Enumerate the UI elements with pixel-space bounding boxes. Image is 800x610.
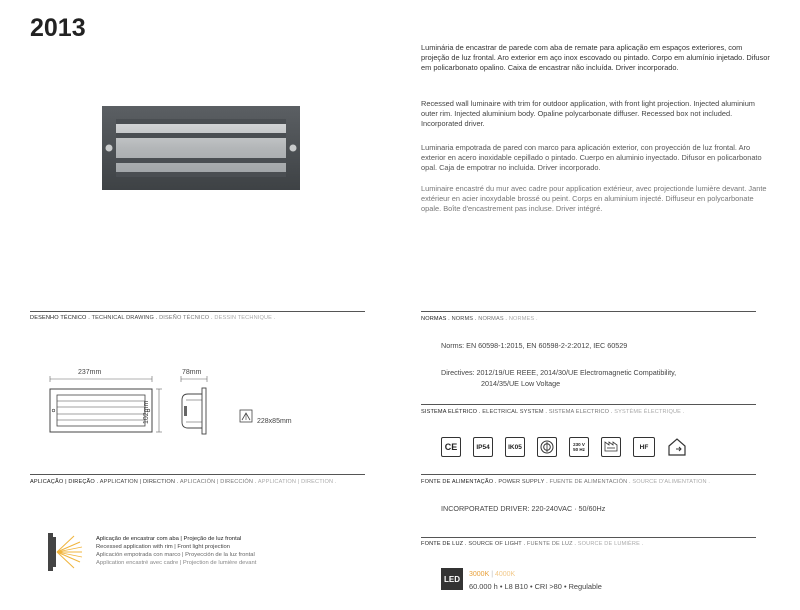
application-line-es: Aplicación empotrada con marco | Proyección de la luz frontal (96, 552, 255, 558)
description-es: Luminaria empotrada de pared con marco para aplicación exterior, con proyección de luz frontal. Aro exterior en acero inoxidable cepillado o pintado. Cuerpo en aluminio inyectado. Difusor en policarbonato opal. Caja de empotrar no incluida. Driver incorporado. (421, 143, 762, 173)
divider (421, 311, 756, 312)
dimension-depth: 78mm (182, 369, 202, 376)
divider (421, 537, 756, 538)
dimension-cutout: 228x85mm (257, 418, 292, 425)
description-en: Recessed wall luminaire with trim for outdoor application, with front light projection. Injected aluminium outer rim. Injected aluminium body. Opaline polycarbonate diffuser. Recessed box not included. Incorporated driver. (421, 99, 755, 129)
norms-directives: Directives: 2012/19/UE REEE, 2014/30/UE Electromagnetic Compatibility, (441, 368, 677, 377)
section-power-supply: FONTE DE ALIMENTAÇÃO . POWER SUPPLY . FUENTE DE ALIMENTACIÓN . SOURCE D'ALIMENTATION . (421, 479, 711, 485)
dimension-width: 237mm (78, 369, 102, 376)
application-icon (48, 533, 84, 571)
section-application: APLICAÇÃO | DIREÇÃO . APPLICATION | DIRECTION . APLICACIÓN | DIRECCIÓN . APPLICATION | DIRECTION . (30, 479, 337, 485)
description-fr: Luminaire encastré du mur avec cadre pour application extérieur, avec projectionde lumière devant. Jante extérieur en acier inoxydable brossé ou peint. Corps en aluminium injecté. Diffuseur en polycarbonate opale. Boîte d'encastrement pas incluse. Driver intégré. (421, 184, 767, 214)
divider (421, 404, 756, 405)
section-technical-drawing: DESENHO TÉCNICO . TECHNICAL DRAWING . DISEÑO TÉCNICO . DESSIN TECHNIQUE . (30, 315, 276, 321)
section-light-source: FONTE DE LUZ . SOURCE OF LIGHT . FUENTE DE LUZ . SOURCE DE LUMIÈRE . (421, 541, 644, 547)
divider (30, 311, 365, 312)
product-image (102, 106, 300, 190)
led-badge: LED (441, 568, 463, 590)
technical-drawing (40, 366, 320, 436)
norms-standards: Norms: EN 60598-1:2015, EN 60598-2-2:2012, IEC 60529 (441, 341, 628, 350)
hf-icon: HF (633, 437, 655, 457)
cct-3000k: 3000K (469, 571, 490, 578)
cct-4000k: 4000K (494, 571, 516, 578)
application-line-fr: Application encastré avec cadre | Projection de lumière devant (96, 560, 257, 566)
ce-mark-icon: CE (441, 437, 461, 457)
divider (30, 474, 365, 475)
driver-icon (601, 437, 621, 457)
dimension-height: 102mm (143, 400, 150, 424)
application-line-pt: Aplicação de encastrar com aba | Projeção de luz frontal (96, 536, 242, 542)
power-supply-value: INCORPORATED DRIVER: 220-240VAC · 50/60Hz (441, 504, 606, 513)
model-number: 2013 (30, 14, 86, 42)
cct-values: 3000K | 4000K (469, 571, 516, 578)
class-ii-icon (537, 437, 557, 457)
section-electrical-system: SISTEMA ELÉTRICO . ELECTRICAL SYSTEM . SISTEMA ELECTRICO . SYSTÈME ÉLECTRIQUE . (421, 409, 685, 415)
voltage-icon: 230 V 50 Hz (569, 437, 589, 457)
application-line-en: Recessed application with rim | Front light projection (96, 544, 230, 550)
norms-directives-2: 2014/35/UE Low Voltage (481, 379, 561, 388)
house-icon (667, 437, 687, 457)
section-norms: NORMAS . NORMS . NORMAS . NORMES . (421, 316, 538, 322)
ip54-icon: IP54 (473, 437, 493, 457)
description-pt: Luminária de encastrar de parede com aba de remate para aplicação em espaços exteriores, com projeção de luz frontal. Aro exterior em aço inox escovado ou pintado. Corpo em alumínio injetado. Difusor em policarbonato opalino. Caixa de encastrar não incluída. Driver incorporado. (421, 43, 770, 73)
ik05-icon: IK05 (505, 437, 525, 457)
divider (421, 474, 756, 475)
light-source-specs: 60.000 h • L8 B10 • CRI >80 • Regulable (469, 582, 602, 591)
